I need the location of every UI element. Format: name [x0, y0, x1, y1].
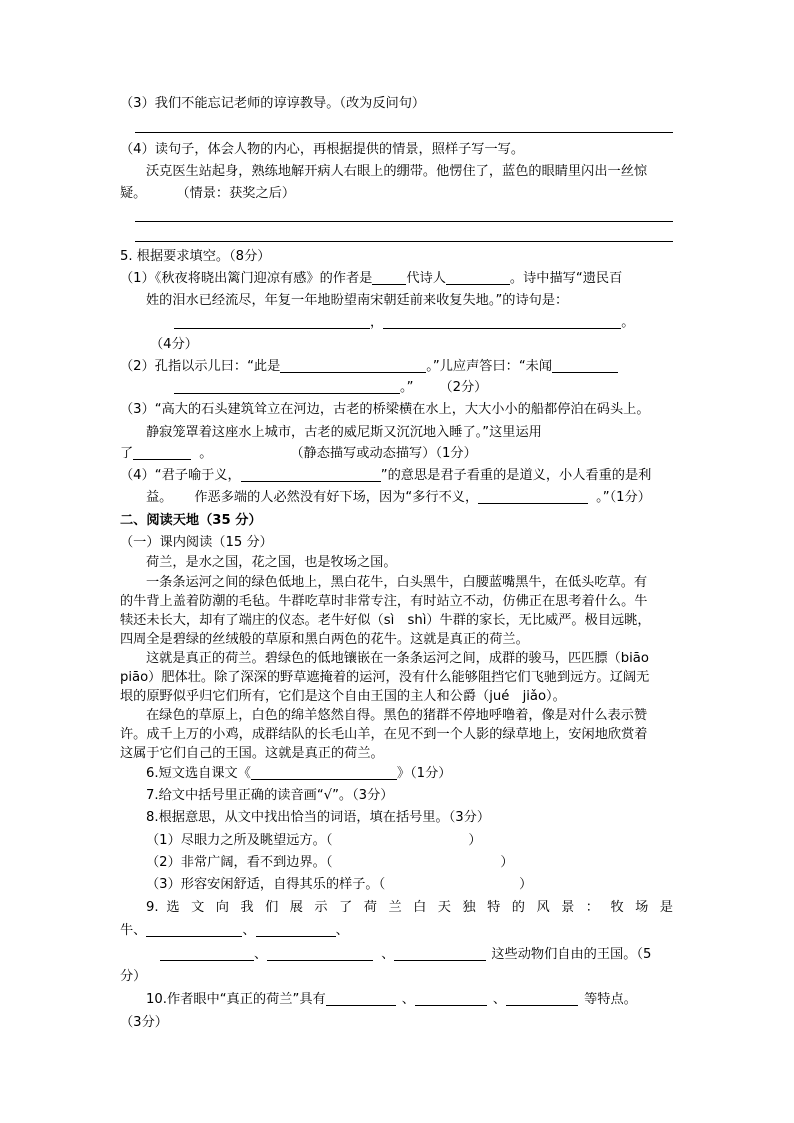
passage-p2-l2: 的牛背上盖着防潮的毛毡。牛群吃草时非常专注，有时站立不动，仿佛正在思考着什么。牛 [120, 594, 648, 609]
s5-i4-d: 作恶多端的人必然没有好下场，因为“多行不义， [194, 490, 479, 505]
q4-sentence-line2: 疑。 [120, 186, 147, 201]
q9-blank-4[interactable] [267, 945, 373, 961]
q8-title: 8.根据意思，从文中找出恰当的词语，填在括号里。（3分） [146, 810, 491, 825]
q3-answer-line[interactable] [135, 132, 673, 133]
s5-i1-blank-verse2[interactable] [383, 313, 621, 329]
section5-title: 5. 根据要求填空。（8分） [120, 249, 271, 264]
q9-c: 、 [242, 923, 256, 938]
q8-i1-close: ） [468, 833, 482, 848]
s5-i2-c: 。” [400, 380, 414, 395]
q9-sep-1: 、 [335, 923, 349, 938]
q8-i3: （3）形容安闲舒适，自得其乐的样子。（ [146, 877, 386, 892]
q8-i2-close: ） [500, 855, 514, 870]
q8-i3-close: ） [519, 877, 533, 892]
passage-p2-l1: 一条条运河之间的绿色低地上，黑白花牛，白头黑牛，白腰蓝嘴黑牛，在低头吃草。有 [146, 575, 648, 590]
q9-b: 牛、 [120, 923, 147, 938]
s5-i2-blank-1[interactable] [280, 357, 426, 373]
s5-i3-a: （3）“高大的石头建筑耸立在河边，古老的桥梁横在水上，大大小小的船都停泊在码头上。 [120, 402, 650, 417]
q10-b: 等特点。 [584, 992, 637, 1007]
q9-blank-3[interactable] [160, 945, 254, 961]
s5-i3-b: 静寂笼罩着这座水上城市，古老的威尼斯又沉沉地入睡了。”这里运用 [146, 425, 542, 440]
q9-blank-5[interactable] [394, 945, 486, 961]
s5-i2-a: （2）孔指以示儿曰：“此是 [120, 359, 281, 374]
q9-a: 9. 选 文 向 我 们 展 示 了 荷 兰 白 天 独 特 的 风 景 ： 牧 场 是 [146, 900, 673, 915]
s5-i1-c: 。诗中描写“遗民百 [509, 271, 623, 286]
passage-p3-l2: piāo）肥体壮。除了深深的野草遮掩着的运河，没有什么能够阻挡它们飞驰到远方。辽阔无 [120, 670, 650, 685]
q3-text: （3）我们不能忘记老师的谆谆教导。（改为反问句） [120, 96, 426, 111]
s5-i2-blank-2a[interactable] [552, 357, 618, 373]
s5-i4-c: 益。 [146, 490, 173, 505]
s5-i1-score: （4分） [150, 337, 198, 352]
q10-sep-2: 、 [492, 992, 507, 1007]
q10-a: 10.作者眼中“真正的荷兰”具有 [146, 992, 326, 1007]
s5-i1-blank-dynasty[interactable] [372, 269, 406, 285]
s5-i1-blank-poet[interactable] [446, 269, 510, 285]
q9-sep-2: 、 [254, 947, 268, 962]
q9-blank-2[interactable] [256, 921, 336, 937]
q4-sentence-line1: 沃克医生站起身，熟练地解开病人右眼上的绷带。他愣住了，蓝色的眼睛里闪出一丝惊 [146, 164, 648, 179]
q7-text: 7.给文中括号里正确的读音画“√”。（3分） [146, 788, 394, 803]
passage-p3-l1: 这就是真正的荷兰。碧绿色的低地镶嵌在一条条运河之间，成群的骏马，匹匹膘（biāo [146, 651, 649, 666]
q8-i2: （2）非常广阔，看不到边界。（ [146, 855, 333, 870]
q9-e: 分） [120, 969, 147, 984]
s5-i2-score: （2分） [439, 380, 488, 395]
q10-sep-1: 、 [401, 992, 415, 1007]
s5-i4-b: ”的意思是君子看重的是道义，小人看重的是利 [380, 468, 652, 483]
s5-i1-a: （1）《秋夜将晓出篱门迎凉有感》的作者是 [120, 271, 373, 286]
passage-p3-l3: 垠的原野似乎归它们所有，它们是这个自由王国的主人和公爵（jué jiǎo）。 [120, 689, 566, 704]
s5-i1-period: 。 [621, 315, 635, 330]
q4-answer-line-1[interactable] [135, 221, 673, 222]
section2a-title: （一）课内阅读（15 分） [120, 535, 273, 550]
s5-i2-b: 。”儿应声答曰：“未闻 [426, 359, 553, 374]
q4-situation: （情景：获奖之后） [176, 186, 296, 201]
s5-i3-blank[interactable] [133, 444, 191, 460]
q9-sep-3: 、 [381, 947, 395, 962]
q9-blank-1[interactable] [146, 921, 242, 937]
q6-b: 》（1分） [396, 766, 452, 781]
section2-title: 二、阅读天地（35 分） [120, 513, 262, 528]
s5-i4-a: （4）“君子喻于义， [120, 468, 241, 483]
s5-i4-blank-2[interactable] [478, 488, 588, 504]
q10-c: （3分） [120, 1015, 168, 1030]
q10-blank-3[interactable] [506, 990, 578, 1006]
q6-a: 6.短文选自课文《 [146, 766, 251, 781]
s5-i3-d: 。 [199, 446, 213, 461]
q9-d: 这些动物们自由的王国。（5 [491, 947, 652, 962]
s5-i1-b: 代诗人 [406, 271, 446, 286]
s5-i1-d: 姓的泪水已经流尽，年复一年地盼望南宋朝廷前来收复失地。”的诗句是： [146, 293, 569, 308]
s5-i2-blank-2b[interactable] [174, 378, 400, 394]
q6-blank[interactable] [251, 764, 397, 780]
s5-i3-c: 了 [120, 446, 134, 461]
q10-blank-2[interactable] [415, 990, 487, 1006]
s5-i3-e: （静态描写或动态描写）（1分） [290, 446, 477, 461]
q4-answer-line-2[interactable] [135, 241, 673, 242]
s5-i4-blank-1[interactable] [241, 466, 381, 482]
q10-blank-1[interactable] [326, 990, 396, 1006]
s5-i1-blank-verse1[interactable] [174, 313, 370, 329]
passage-p1: 荷兰，是水之国，花之国，也是牧场之国。 [146, 555, 397, 570]
q8-i1: （1）尽眼力之所及眺望远方。（ [146, 833, 333, 848]
s5-i4-e: 。”（1分） [596, 490, 651, 505]
passage-p4-l1: 在绿色的草原上，白色的绵羊悠然自得。黑色的猪群不停地呼噜着，像是对什么表示赞 [146, 708, 648, 723]
passage-p4-l3: 这属于它们自己的王国。这就是真正的荷兰。 [120, 746, 384, 761]
s5-i1-comma: ， [370, 315, 384, 330]
passage-p2-l4: 四周全是碧绿的丝绒般的草原和黑白两色的花牛。这就是真正的荷兰。 [120, 632, 529, 647]
passage-p2-l3: 犊还未长大，却有了端庄的仪态。老牛好似（sì shì）牛群的家长，无比威严。极目远眺， [120, 613, 651, 628]
passage-p4-l2: 许。成千上万的小鸡，成群结队的长毛山羊，在见不到一个人影的绿草地上，安闲地欣赏着 [120, 727, 648, 742]
q4-intro: （4）读句子，体会人物的内心，再根据提供的情景，照样子写一写。 [120, 142, 525, 157]
